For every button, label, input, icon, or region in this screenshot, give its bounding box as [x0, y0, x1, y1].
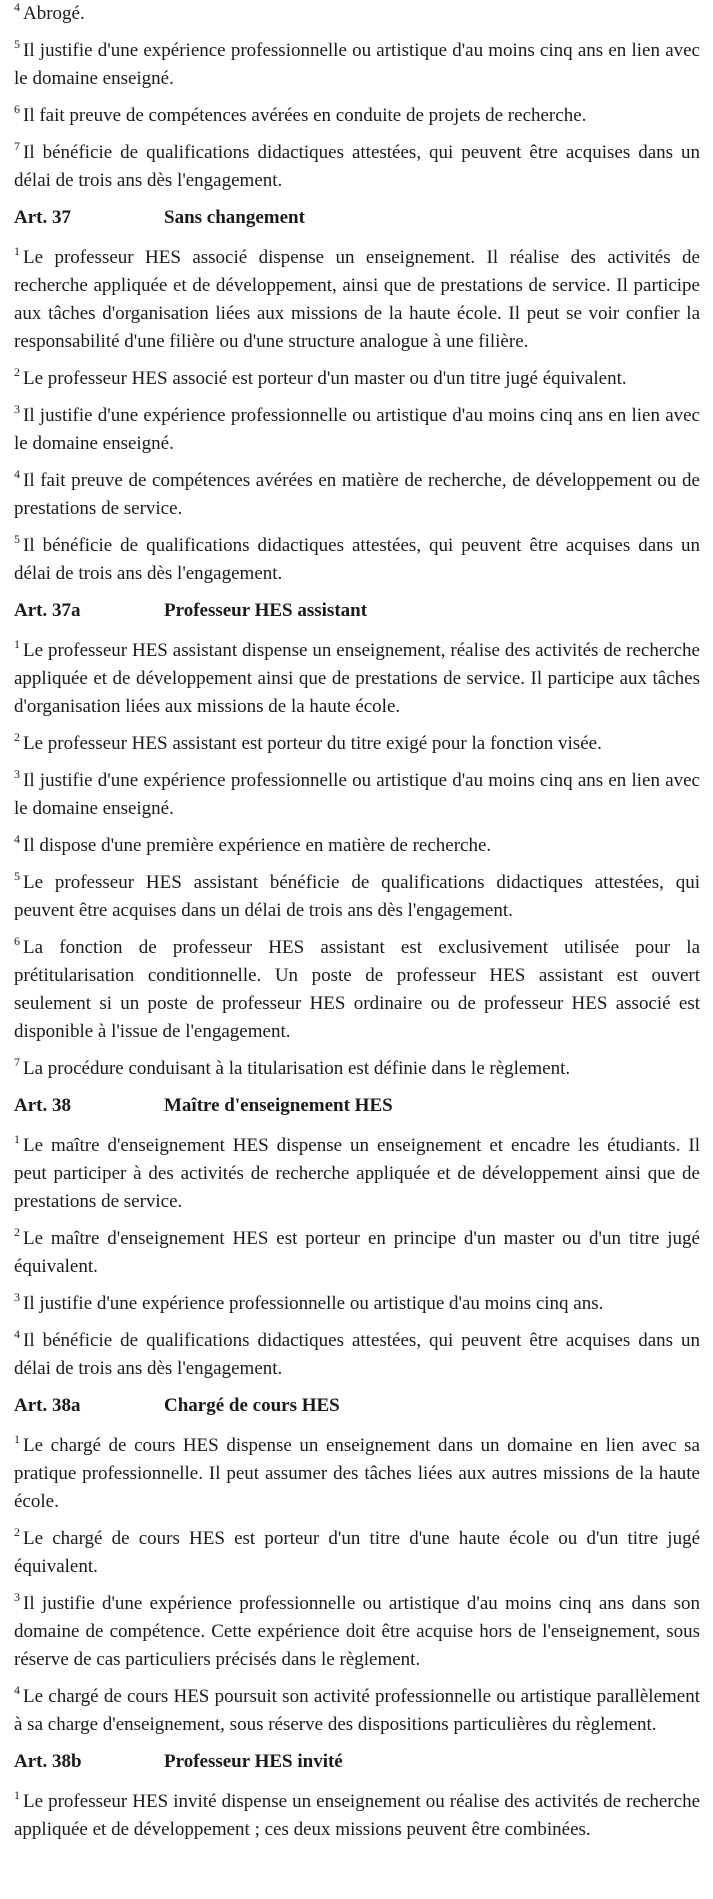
- paragraph-number: 5: [14, 531, 20, 546]
- paragraph-number: 4: [14, 0, 20, 14]
- paragraph: [14, 869, 700, 925]
- paragraph: [14, 1683, 700, 1739]
- paragraph-number: 2: [14, 364, 20, 379]
- article-title: Maître d'enseignement HES: [164, 1095, 393, 1116]
- article-number: Art. 38a: [14, 1395, 81, 1416]
- paragraph-number: 1: [14, 1431, 20, 1446]
- paragraph-text: Le professeur HES associé dispense un enseignement. Il réalise des activités de recherche appliquée et de développement, ainsi que de prestations de service. Il participe aux tâches d'organisation liées aux missions de la haute école. Il peut se voir confier la responsabilité d'une filière ou d'une structure analogue à une filière.: [14, 247, 700, 352]
- article-heading: [14, 1092, 700, 1120]
- paragraph: [14, 1788, 700, 1844]
- article-heading: [14, 1748, 700, 1776]
- article-number: Art. 38b: [14, 1751, 82, 1772]
- paragraph-text: Il justifie d'une expérience professionnelle ou artistique d'au moins cinq ans dans son domaine de compétence. Cette expérience doit être acquise hors de l'enseignement, sous réserve de cas particuliers précisés dans le règlement.: [14, 1593, 700, 1670]
- paragraph: [14, 365, 700, 393]
- paragraph-number: 6: [14, 933, 20, 948]
- paragraph-number: 1: [14, 1787, 20, 1802]
- paragraph-text: Il bénéficie de qualifications didactiques attestées, qui peuvent être acquises dans un délai de trois ans dès l'engagement.: [14, 535, 700, 584]
- document-page: [14, 0, 700, 1853]
- paragraph-text: Le professeur HES invité dispense un enseignement ou réalise des activités de recherche appliquée et de développement ; ces deux missions peuvent être combinées.: [14, 1791, 700, 1840]
- paragraph: [14, 934, 700, 1046]
- paragraph-number: 1: [14, 636, 20, 651]
- paragraph: [14, 1432, 700, 1516]
- article-heading: [14, 597, 700, 625]
- paragraph-text: Le chargé de cours HES est porteur d'un titre d'une haute école ou d'un titre jugé équivalent.: [14, 1528, 700, 1577]
- article-title: Professeur HES invité: [164, 1751, 343, 1772]
- paragraph-text: Le chargé de cours HES poursuit son activité professionnelle ou artistique parallèlement à sa charge d'enseignement, sous réserve des dispositions particulières du règlement.: [14, 1686, 700, 1735]
- paragraph-text: Il justifie d'une expérience professionnelle ou artistique d'au moins cinq ans en lien avec le domaine enseigné.: [14, 405, 700, 454]
- paragraph-text: Le professeur HES assistant bénéficie de qualifications didactiques attestées, qui peuvent être acquises dans un délai de trois ans dès l'engagement.: [14, 872, 700, 921]
- paragraph-text: Le chargé de cours HES dispense un enseignement dans un domaine en lien avec sa pratique professionnelle. Il peut assumer des tâches liées aux autres missions de la haute école.: [14, 1435, 700, 1512]
- paragraph: [14, 402, 700, 458]
- paragraph-text: Abrogé.: [23, 3, 85, 24]
- paragraph-text: Il fait preuve de compétences avérées en matière de recherche, de développement ou de prestations de service.: [14, 470, 700, 519]
- paragraph-text: Le professeur HES assistant dispense un enseignement, réalise des activités de recherche appliquée et de développement ainsi que de prestations de service. Il participe aux tâches d'organisation liées aux missions de la haute école.: [14, 640, 700, 717]
- paragraph: [14, 102, 700, 130]
- paragraph-number: 1: [14, 243, 20, 258]
- paragraph-number: 5: [14, 36, 20, 51]
- paragraph-number: 4: [14, 466, 20, 481]
- paragraph-number: 2: [14, 1224, 20, 1239]
- paragraph: [14, 767, 700, 823]
- paragraph-text: Il dispose d'une première expérience en matière de recherche.: [23, 835, 492, 856]
- paragraph: [14, 637, 700, 721]
- paragraph: [14, 1525, 700, 1581]
- paragraph: [14, 1327, 700, 1383]
- paragraph: [14, 1132, 700, 1216]
- paragraph-number: 2: [14, 729, 20, 744]
- paragraph: [14, 467, 700, 523]
- paragraph: [14, 1290, 700, 1318]
- paragraph: [14, 139, 700, 195]
- article-number: Art. 37: [14, 207, 71, 228]
- paragraph-number: 7: [14, 138, 20, 153]
- paragraph: [14, 1055, 700, 1083]
- paragraph-text: Il fait preuve de compétences avérées en conduite de projets de recherche.: [23, 105, 587, 126]
- article-number: Art. 37a: [14, 600, 81, 621]
- paragraph-number: 3: [14, 766, 20, 781]
- paragraph: [14, 532, 700, 588]
- paragraph: [14, 1590, 700, 1674]
- paragraph-number: 4: [14, 1682, 20, 1697]
- paragraph-text: La fonction de professeur HES assistant est exclusivement utilisée pour la prétitularisation conditionnelle. Un poste de professeur HES assistant est ouvert seulement si un poste de professeur HES ordinaire ou de professeur HES associé est disponible à l'issue de l'engagement.: [14, 937, 700, 1042]
- paragraph: [14, 1225, 700, 1281]
- paragraph: [14, 37, 700, 93]
- paragraph-text: Il bénéficie de qualifications didactiques attestées, qui peuvent être acquises dans un délai de trois ans dès l'engagement.: [14, 142, 700, 191]
- paragraph-number: 2: [14, 1524, 20, 1539]
- paragraph-number: 3: [14, 401, 20, 416]
- article-number: Art. 38: [14, 1095, 71, 1116]
- paragraph-number: 3: [14, 1589, 20, 1604]
- paragraph-text: Il bénéficie de qualifications didactiques attestées, qui peuvent être acquises dans un délai de trois ans dès l'engagement.: [14, 1330, 700, 1379]
- paragraph-text: Le maître d'enseignement HES est porteur en principe d'un master ou d'un titre jugé équivalent.: [14, 1228, 700, 1277]
- paragraph-text: Il justifie d'une expérience professionnelle ou artistique d'au moins cinq ans en lien avec le domaine enseigné.: [14, 40, 700, 89]
- article-heading: [14, 1392, 700, 1420]
- paragraph: [14, 832, 700, 860]
- paragraph-text: Le professeur HES associé est porteur d'un master ou d'un titre jugé équivalent.: [23, 368, 627, 389]
- paragraph-text: Il justifie d'une expérience professionnelle ou artistique d'au moins cinq ans en lien avec le domaine enseigné.: [14, 770, 700, 819]
- paragraph-number: 4: [14, 1326, 20, 1341]
- paragraph: [14, 0, 700, 28]
- article-title: Chargé de cours HES: [164, 1395, 340, 1416]
- article-heading: [14, 204, 700, 232]
- paragraph: [14, 730, 700, 758]
- paragraph-text: Le professeur HES assistant est porteur du titre exigé pour la fonction visée.: [23, 733, 602, 754]
- paragraph-number: 5: [14, 868, 20, 883]
- paragraph-number: 4: [14, 831, 20, 846]
- paragraph-number: 7: [14, 1054, 20, 1069]
- paragraph-text: Il justifie d'une expérience professionnelle ou artistique d'au moins cinq ans.: [23, 1293, 604, 1314]
- paragraph-number: 1: [14, 1131, 20, 1146]
- paragraph-text: Le maître d'enseignement HES dispense un enseignement et encadre les étudiants. Il peut participer à des activités de recherche appliquée et de développement ainsi que de prestations de service.: [14, 1135, 700, 1212]
- paragraph-text: La procédure conduisant à la titularisation est définie dans le règlement.: [23, 1058, 571, 1079]
- paragraph: [14, 244, 700, 356]
- article-title: Sans changement: [164, 207, 305, 228]
- paragraph-number: 6: [14, 101, 20, 116]
- paragraph-number: 3: [14, 1289, 20, 1304]
- article-title: Professeur HES assistant: [164, 600, 368, 621]
